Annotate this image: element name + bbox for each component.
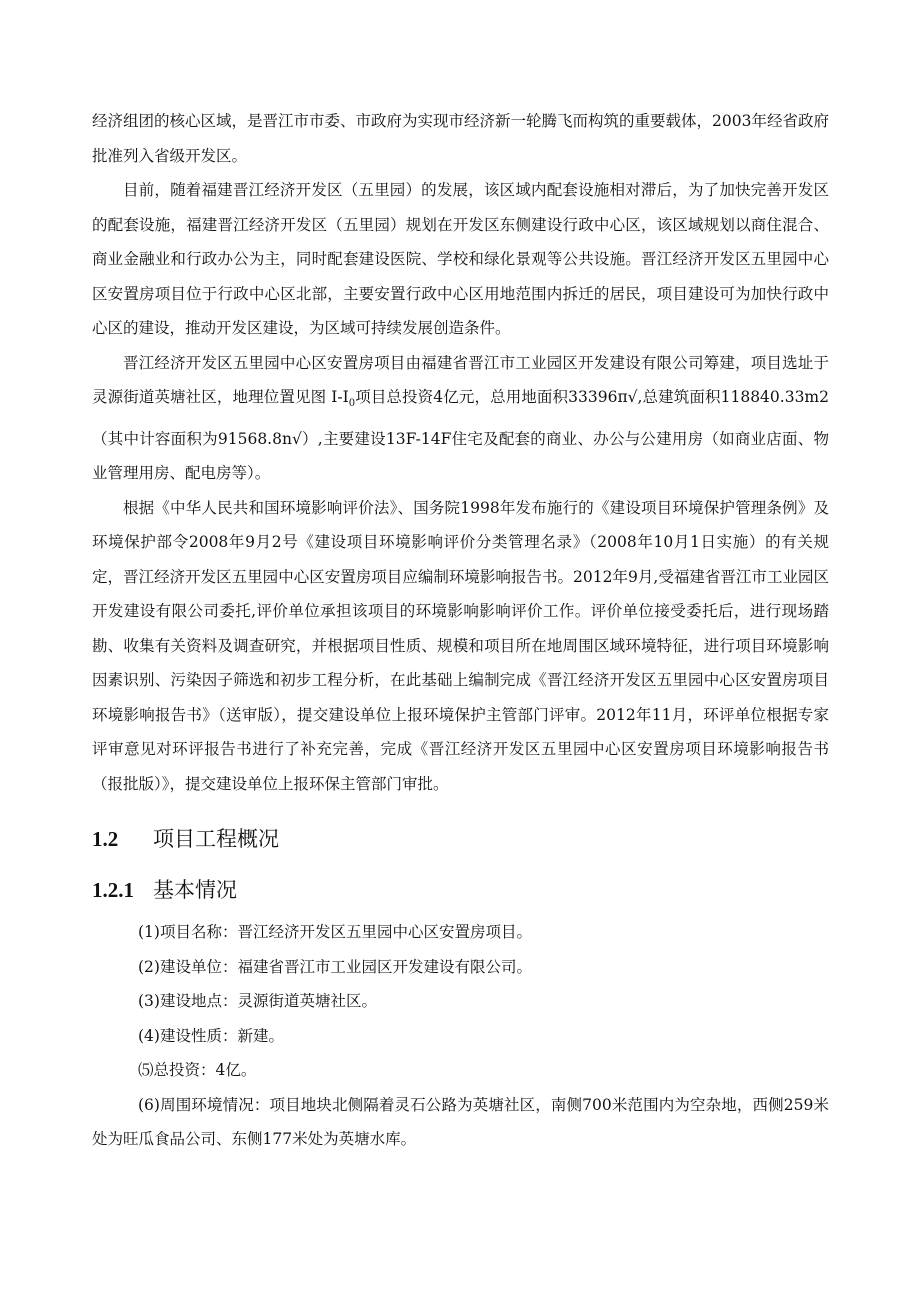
- list-item: (6)周围环境情况：项目地块北侧隔着灵石公路为英塘社区，南侧700米范围内为空杂地，西侧259米处为旺瓜食品公司、东侧177米处为英塘水库。: [92, 1095, 829, 1149]
- subsection-number: 1.2.1: [92, 878, 134, 903]
- figure-subscript: 0: [348, 398, 356, 410]
- paragraph-project-overview: [92, 346, 829, 491]
- section-heading: [92, 815, 829, 863]
- overview-text-before: 晋江经济开发区五里园中心区安置房项目由福建省晋江市工业园区开发建设有限公司筹建，项目选址于灵源街道英塘社区，地理位置见图 I-I: [92, 353, 829, 406]
- subsection-title: 基本情况: [153, 878, 237, 903]
- section-number: 1.2: [92, 827, 119, 852]
- list-item: (3)建设地点：灵源街道英塘社区。: [138, 992, 377, 1011]
- paragraph-legal-basis: 根据《中华人民共和国环境影响评价法》、国务院1998年发布施行的《建设项目环境保护管理条例》及环境保护部令2008年9月2号《建设项目环境影响评价分类管理名录》（2008年10月1日实施）的有关规定，晋江经济开发区五里园中心区安置房项目应编制环境影响报告书。2012年9月,受福建省晋江市工业园区开发建设有限公司委托,评价单位承担该项目的环境影响影响评价工作。评价单位接受委托后，进行现场踏勘、收集有关资料及调查研究，并根据项目性质、规模和项目所在地周围区域环境特征，进行项目环境影响因素识别、污染因子筛选和初步工程分析，在此基础上编制完成《晋江经济开发区五里园中心区安置房项目环境影响报告书》（送审版），提交建设单位上报环境保护主管部门评审。2012年11月，环评单位根据专家评审意见对环评报告书进行了补充完善，完成《晋江经济开发区五里园中心区安置房项目环境影响报告书（报批版）》，提交建设单位上报环保主管部门审批。: [92, 498, 829, 793]
- paragraph-intro-continued: 经济组团的核心区域，是晋江市市委、市政府为实现市经济新一轮腾飞而构筑的重要载体，2003年经省政府批准列入省级开发区。: [92, 112, 829, 165]
- section-title: 项目工程概况: [153, 827, 279, 852]
- document-page: [92, 104, 829, 1157]
- list-item: (1)项目名称：晋江经济开发区五里园中心区安置房项目。: [138, 923, 532, 942]
- subsection-heading: [92, 865, 829, 915]
- list-item: (2)建设单位：福建省晋江市工业园区开发建设有限公司。: [138, 957, 532, 976]
- overview-text-after: 项目总投资4亿元，总用地面积33396π√,总建筑面积118840.33m2（其中计容面积为91568.8n√）,主要建设13F-14F住宅及配套的商业、办公与公建用房（如商业店面、物业管理用房、配电房等）。: [92, 388, 829, 483]
- list-item: (4)建设性质：新建。: [138, 1026, 284, 1045]
- paragraph-background: 目前，随着福建晋江经济开发区（五里园）的发展，该区域内配套设施相对滞后，为了加快完善开发区的配套设施，福建晋江经济开发区（五里园）规划在开发区东侧建设行政中心区，该区域规划以商住混合、商业金融业和行政办公为主，同时配套建设医院、学校和绿化景观等公共设施。晋江经济开发区五里园中心区安置房项目位于行政中心区北部，主要安置行政中心区用地范围内拆迁的居民，项目建设可为加快行政中心区的建设，推动开发区建设，为区域可持续发展创造条件。: [92, 181, 829, 337]
- list-item: ⑸总投资：4亿。: [138, 1061, 257, 1080]
